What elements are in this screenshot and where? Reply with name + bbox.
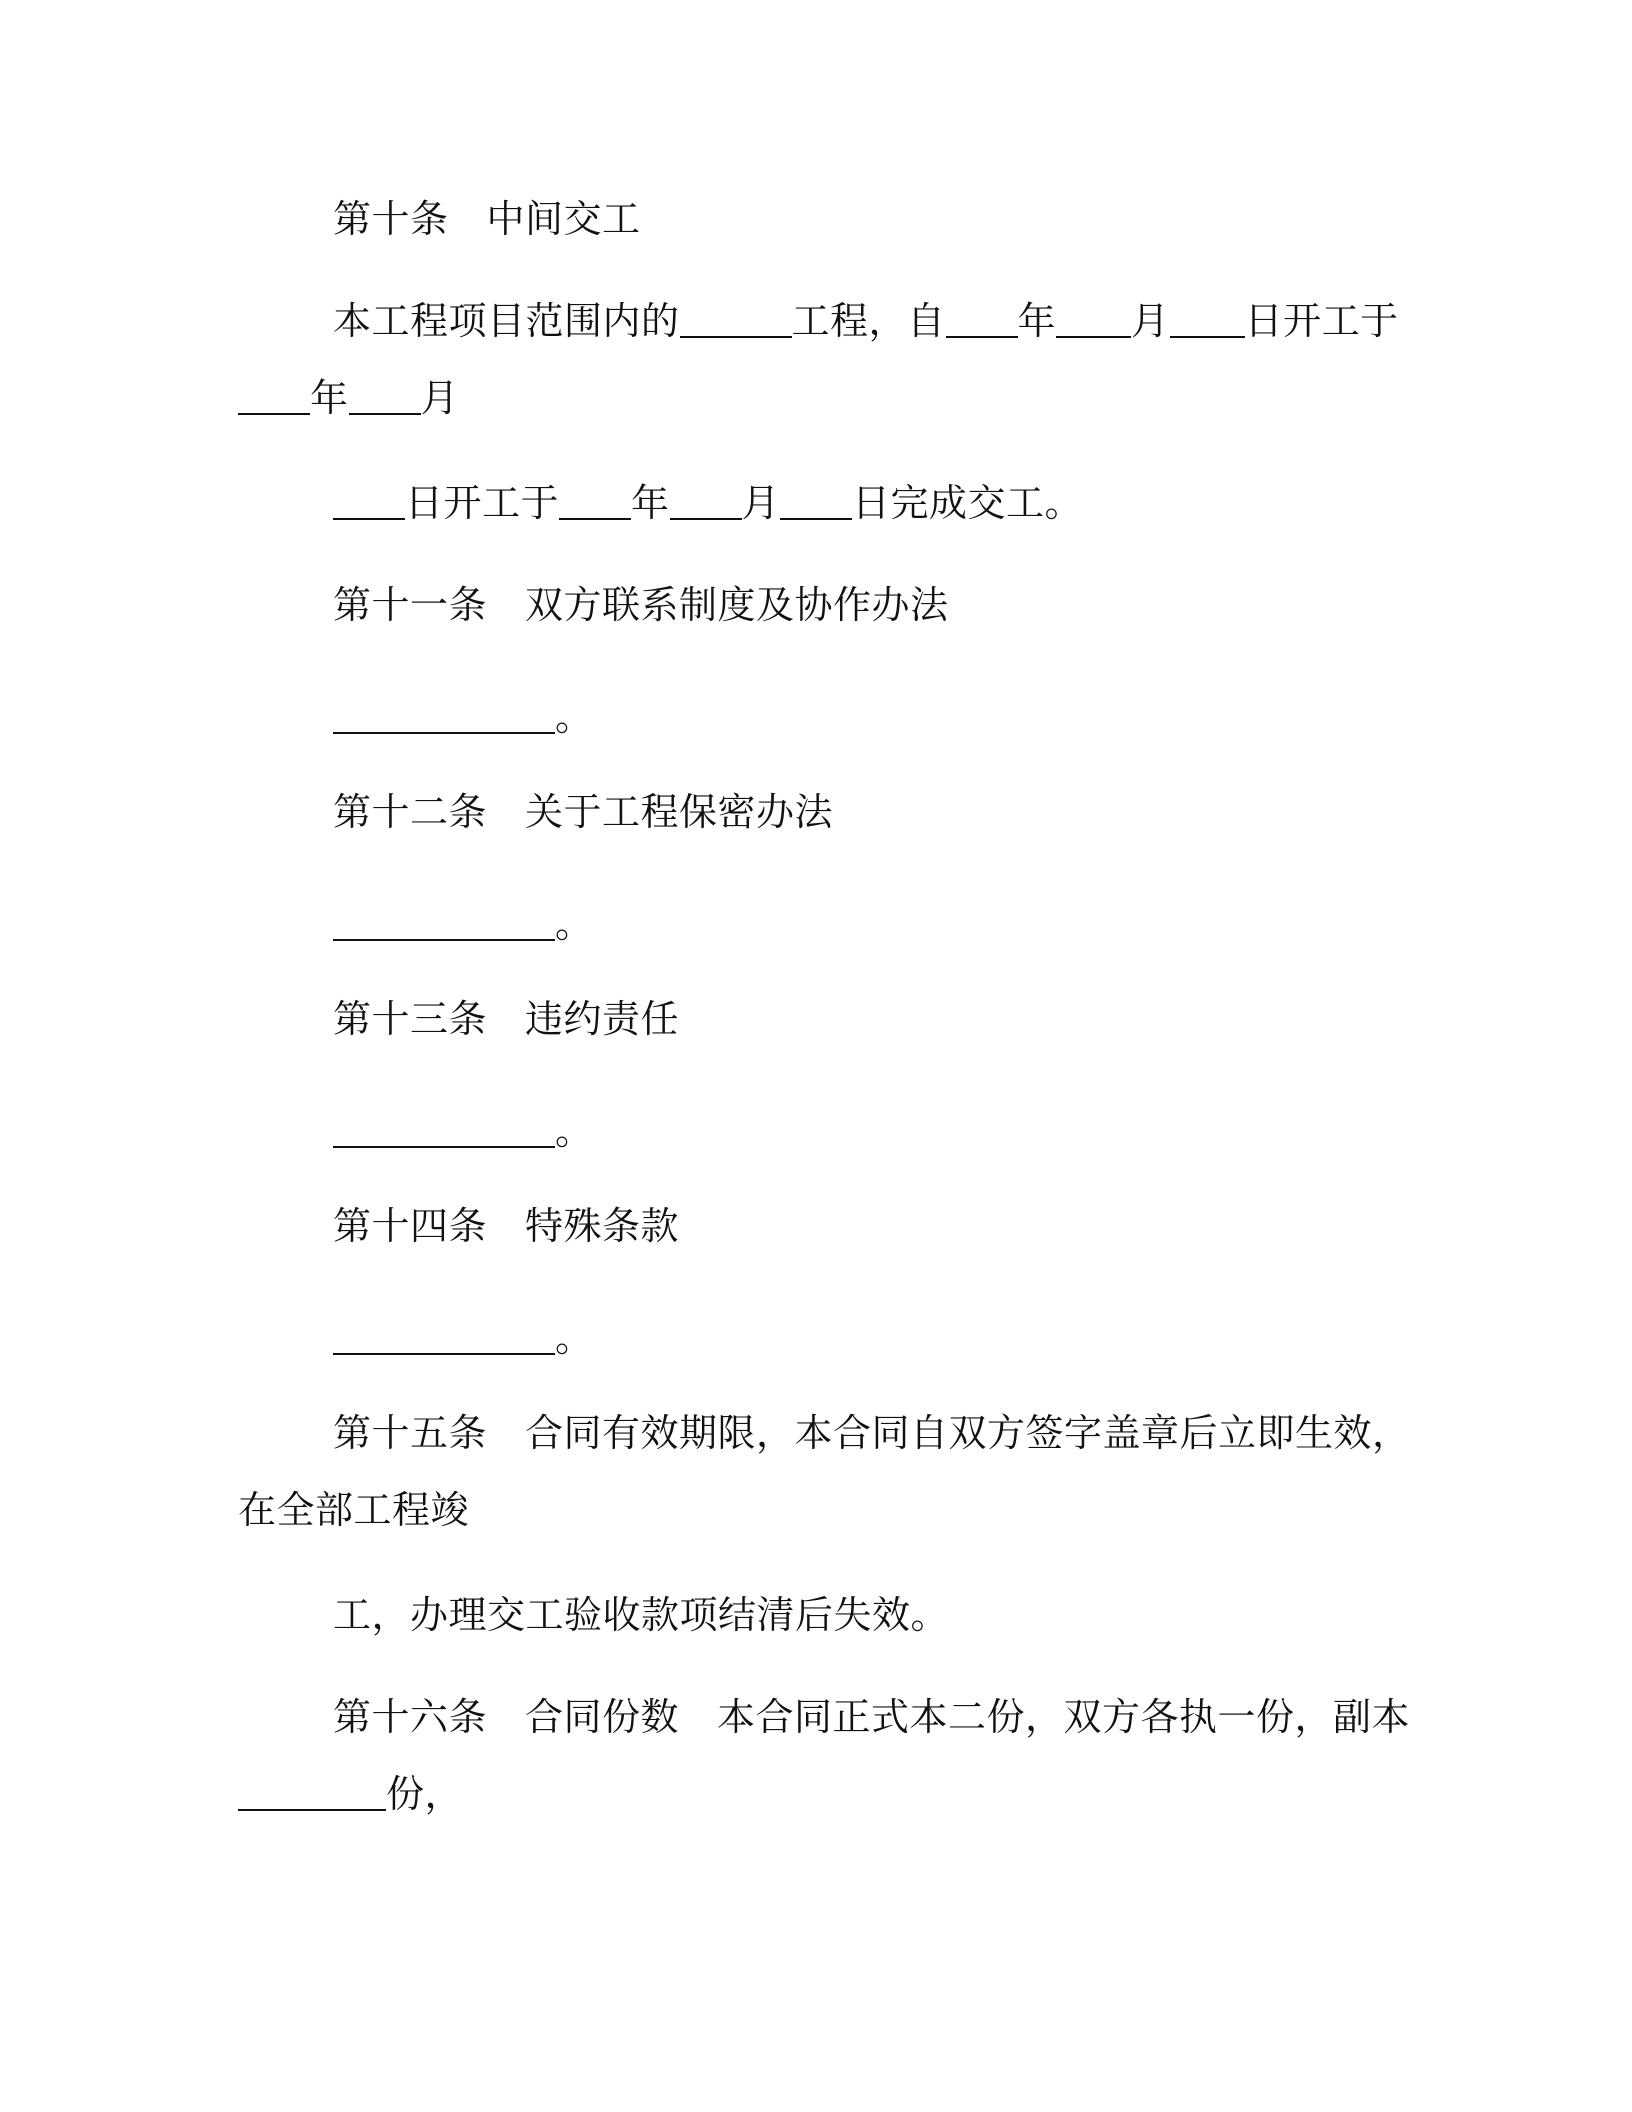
fill-in-blank-copies[interactable] (238, 1779, 386, 1811)
text-segment: 年 (1017, 299, 1057, 343)
article-12-heading-line (333, 790, 834, 834)
text-segment: 日开工于 (405, 481, 560, 525)
text-segment: 年 (310, 376, 349, 420)
fill-in-blank-confidentiality[interactable] (333, 909, 555, 941)
text-segment: 年 (631, 481, 670, 525)
text-segment: 工程，自 (791, 299, 946, 343)
article-title: 关于工程保密办法 (525, 790, 834, 834)
text-segment: 。 (555, 695, 594, 739)
article-title: 双方联系制度及协作办法 (525, 583, 949, 627)
article-text: 在全部工程竣 (238, 1488, 470, 1532)
article-13-fill-line (333, 1109, 594, 1153)
article-title: 合同份数 (525, 1695, 680, 1739)
text-segment: 月 (420, 376, 460, 420)
article-15-line-3 (333, 1593, 950, 1637)
fill-in-blank-month[interactable] (1056, 306, 1131, 338)
article-text: 工，办理交工验收款项结清后失效。 (333, 1593, 950, 1637)
article-10-heading-line (333, 197, 641, 241)
fill-in-blank-special-terms[interactable] (333, 1323, 555, 1355)
article-number: 第十条 (333, 197, 449, 241)
article-16-line-2 (238, 1772, 464, 1816)
article-number: 第十四条 (333, 1204, 488, 1248)
text-segment: 份， (386, 1772, 464, 1816)
fill-in-blank-day[interactable] (333, 488, 405, 520)
article-10-paragraph-1 (333, 299, 1399, 343)
article-11-heading-line (333, 583, 949, 627)
article-16-heading-line (333, 1695, 1411, 1739)
article-title: 中间交工 (486, 197, 641, 241)
article-number: 第十六条 (333, 1695, 488, 1739)
article-text: 本合同正式本二份，双方各执一份，副本 (717, 1695, 1411, 1739)
article-10-paragraph-2 (333, 481, 1084, 525)
text-segment: 日开工于 (1244, 299, 1399, 343)
article-title: 违约责任 (525, 997, 680, 1041)
article-14-fill-line (333, 1316, 594, 1360)
article-15-heading-line (333, 1411, 1411, 1455)
text-segment: 。 (555, 1316, 594, 1360)
fill-in-blank-day[interactable] (780, 488, 852, 520)
article-11-fill-line (333, 695, 594, 739)
article-number: 第十五条 (333, 1411, 488, 1455)
text-segment: 日完成交工。 (852, 481, 1084, 525)
fill-in-blank-year[interactable] (559, 488, 631, 520)
article-15-line-2 (238, 1488, 470, 1532)
fill-in-blank-project[interactable] (680, 306, 792, 338)
text-segment: 月 (741, 481, 781, 525)
article-10-paragraph-1-line-2 (238, 376, 460, 420)
fill-in-blank-liability[interactable] (333, 1116, 555, 1148)
fill-in-blank-cooperation[interactable] (333, 702, 555, 734)
article-number: 第十三条 (333, 997, 488, 1041)
fill-in-blank-year[interactable] (238, 383, 310, 415)
fill-in-blank-month[interactable] (349, 383, 421, 415)
fill-in-blank-year[interactable] (946, 306, 1018, 338)
text-segment: 。 (555, 1109, 594, 1153)
article-number: 第十二条 (333, 790, 488, 834)
article-number: 第十一条 (333, 583, 488, 627)
fill-in-blank-day[interactable] (1170, 306, 1245, 338)
text-segment: 月 (1131, 299, 1170, 343)
article-title: 特殊条款 (525, 1204, 680, 1248)
article-12-fill-line (333, 902, 594, 946)
text-segment: 本工程项目范围内的 (333, 299, 680, 343)
article-14-heading-line (333, 1204, 680, 1248)
article-text: 合同有效期限，本合同自双方签字盖章后立即生效， (525, 1411, 1411, 1455)
article-13-heading-line (333, 997, 680, 1041)
fill-in-blank-month[interactable] (670, 488, 742, 520)
text-segment: 。 (555, 902, 594, 946)
